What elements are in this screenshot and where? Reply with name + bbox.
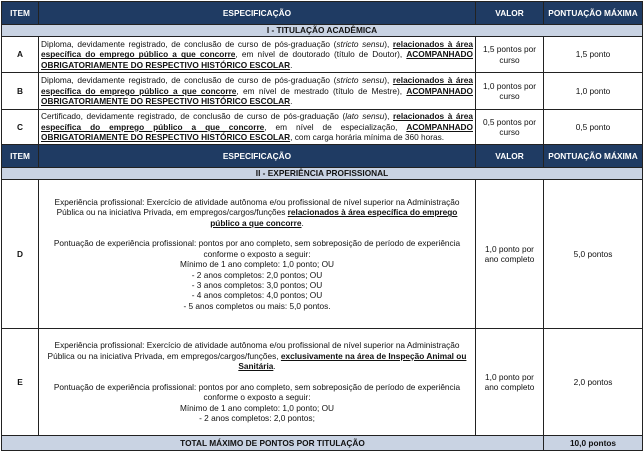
section-title: I - TITULAÇÃO ACADÊMICA [2, 25, 643, 37]
col-value-header: VALOR [476, 2, 544, 25]
row-value: 1,0 ponto por ano completo [476, 180, 544, 329]
col-max-header: PONTUAÇÃO MÁXIMA [544, 145, 643, 168]
col-item-header: ITEM [2, 2, 39, 25]
total-label: TOTAL MÁXIMO DE PONTOS POR TITULAÇÃO [2, 436, 544, 451]
spec-line: Mínimo de 1 ano completo: 1,0 ponto; OU [179, 402, 335, 413]
row-max: 2,0 pontos [544, 329, 643, 436]
spec-line: - 3 anos completos: 3,0 pontos; OU [191, 280, 323, 291]
row-max: 1,0 ponto [544, 73, 643, 110]
row-max: 1,5 ponto [544, 37, 643, 73]
table-row [2, 180, 643, 329]
row-spec: Diploma, devidamente registrado, de conclusão de curso de pós-graduação (stricto sensu), relacionados à área específica do emprego público a que concorre, em nível de doutorado (título de Doutor), ACOMPANHADO OBRIGATORIAMENTE DO RESPECTIVO HISTÓRICO ESCOLAR. [39, 37, 476, 73]
section-row [2, 168, 643, 180]
row-item: D [2, 180, 39, 329]
row-spec [39, 180, 476, 329]
spec-intro: Experiência profissional: Exercício de atividade autônoma e/ou profissional de nível superior na Administração Pública ou na iniciativa Privada, em empregos/cargos/funções relacionados à área específica do emprego público a que concorre. [54, 196, 460, 228]
table-row [2, 110, 643, 145]
row-item: C [2, 110, 39, 145]
section-row [2, 25, 643, 37]
header-row [2, 145, 643, 168]
row-max: 0,5 ponto [544, 110, 643, 145]
header-row [2, 2, 643, 25]
spec-line: - 2 anos completos: 2,0 pontos; [199, 413, 315, 424]
spec-line: - 4 anos completos: 4,0 pontos; OU [191, 290, 323, 301]
table-row [2, 329, 643, 436]
row-value: 1,5 pontos por curso [476, 37, 544, 73]
spec-intro: Experiência profissional: Exercício de atividade autônoma e/ou profissional de nível superior na Administração Pública ou na iniciativa Privada, em empregos/cargos/funções, exclusivamente na área de Inspeção Animal ou Sanitária. [47, 340, 467, 372]
row-value: 1,0 pontos por curso [476, 73, 544, 110]
total-value: 10,0 pontos [544, 436, 643, 451]
col-spec-header: ESPECIFICAÇÃO [39, 2, 476, 25]
spec-rule: Pontuação de experiência profissional: pontos por ano completo, sem sobreposição de período de experiência conforme o exposto a seguir: [53, 382, 461, 403]
spec-line: - 5 anos completos ou mais: 5,0 pontos. [183, 300, 331, 311]
col-item-header: ITEM [2, 145, 39, 168]
total-row [2, 436, 643, 451]
spec-rule: Pontuação de experiência profissional: pontos por ano completo, sem sobreposição de período de experiência conforme o exposto a seguir: [53, 238, 461, 259]
row-max: 5,0 pontos [544, 180, 643, 329]
row-spec: Diploma, devidamente registrado, de conclusão de curso de pós-graduação (stricto sensu), relacionados à área específica do emprego público a que concorre, em nível de mestrado (título de Mestre), ACOMPANHADO OBRIGATORIAMENTE DO RESPECTIVO HISTÓRICO ESCOLAR. [39, 73, 476, 110]
row-item: A [2, 37, 39, 73]
table-row [2, 73, 643, 110]
col-value-header: VALOR [476, 145, 544, 168]
row-item: E [2, 329, 39, 436]
spec-line: Mínimo de 1 ano completo: 1,0 ponto; OU [179, 259, 335, 270]
row-value: 0,5 pontos por curso [476, 110, 544, 145]
col-max-header: PONTUAÇÃO MÁXIMA [544, 2, 643, 25]
row-spec [39, 329, 476, 436]
row-value: 1,0 ponto por ano completo [476, 329, 544, 436]
spec-line: - 2 anos completos: 2,0 pontos; OU [191, 269, 323, 280]
col-spec-header: ESPECIFICAÇÃO [39, 145, 476, 168]
row-spec: Certificado, devidamente registrado, de conclusão de curso de pós-graduação (lato sensu), relacionados à área específica do emprego público a que concorre, em nível de especialização, ACOMPANHADO OBRIGATORIAMENTE DO RESPECTIVO HISTÓRICO ESCOLAR, com carga horária mínima de 360 horas. [39, 110, 476, 145]
table-row [2, 37, 643, 73]
score-table [1, 1, 643, 451]
section-title: II - EXPERIÊNCIA PROFISSIONAL [2, 168, 643, 180]
row-item: B [2, 73, 39, 110]
